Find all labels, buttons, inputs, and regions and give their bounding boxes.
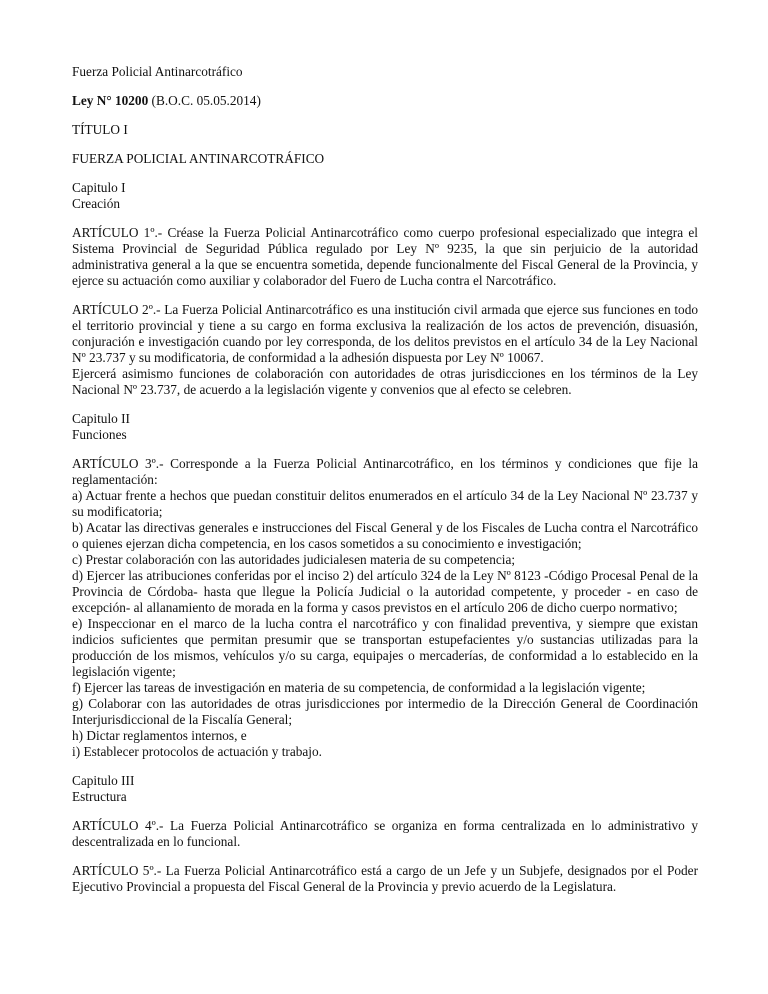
article-4: ARTÍCULO 4º.- La Fuerza Policial Antinarcotráfico se organiza en forma centralizada en lo administrativo y descentralizada en lo funcional.: [72, 818, 698, 849]
article-3-item-d: d) Ejercer las atribuciones conferidas por el inciso 2) del artículo 324 de la Ley Nº 8123 -Código Procesal Penal de la Provincia de Córdoba- hasta que llegue la Policía Judicial o la autoridad competente, y proceder - en caso de excepción- al allanamiento de morada en la forma y casos previstos en el artículo 206 de dicho cuerpo normativo;: [72, 568, 698, 615]
article-2-paragraph-1: ARTÍCULO 2º.- La Fuerza Policial Antinarcotráfico es una institución civil armada que ejerce sus funciones en todo el territorio provincial y tiene a su cargo en forma exclusiva la realización de los actos de prevención, disuasión, conjuración e investigación cuando por ley corresponda, de los delitos previstos en el artículo 34 de la Ley Nacional Nº 23.737 y su modificatoria, de conformidad a la adhesión dispuesta por Ley Nº 10067.: [72, 302, 698, 365]
article-1: ARTÍCULO 1º.- Créase la Fuerza Policial Antinarcotráfico como cuerpo profesional especializado que integra el Sistema Provincial de Seguridad Pública regulado por Ley Nº 9235, la que sin perjuicio de la autoridad administrativa general a la que se encuentra sometida, depende funcionalmente del Fiscal General de la Provincia, y ejerce su actuación como auxiliar y colaborador del Fuero de Lucha contra el Narcotráfico.: [72, 225, 698, 288]
chapter-2-label: Capitulo II: [72, 411, 130, 426]
article-3-item-a: a) Actuar frente a hechos que puedan constituir delitos enumerados en el artículo 34 de la Ley Nacional Nº 23.737 y su modificatoria;: [72, 488, 698, 519]
title-heading: TÍTULO I: [72, 122, 128, 137]
document-page: [72, 64, 698, 908]
chapter-1-heading: [72, 180, 698, 212]
article-3-item-i: i) Establecer protocolos de actuación y trabajo.: [72, 744, 322, 759]
chapter-3-name: Estructura: [72, 789, 127, 804]
article-3-intro: ARTÍCULO 3º.- Corresponde a la Fuerza Policial Antinarcotráfico, en los términos y condiciones que fije la reglamentación:: [72, 456, 698, 487]
law-reference: [72, 93, 698, 109]
article-3-item-b: b) Acatar las directivas generales e instrucciones del Fiscal General y de los Fiscales de Lucha contra el Narcotráfico o quienes ejerzan dicha competencia, en los casos sometidos a su conocimiento e investigación;: [72, 520, 698, 551]
chapter-2-name: Funciones: [72, 427, 127, 442]
chapter-2-heading: [72, 411, 698, 443]
law-number: Ley N° 10200: [72, 93, 149, 108]
article-3-item-f: f) Ejercer las tareas de investigación en materia de su competencia, de conformidad a la legislación vigente;: [72, 680, 646, 695]
title-name: FUERZA POLICIAL ANTINARCOTRÁFICO: [72, 151, 325, 166]
chapter-1-name: Creación: [72, 196, 120, 211]
chapter-3-heading: [72, 773, 698, 805]
chapter-1-label: Capitulo I: [72, 180, 126, 195]
document-header-title: Fuerza Policial Antinarcotráfico: [72, 64, 243, 79]
article-3: [72, 456, 698, 760]
article-3-item-c: c) Prestar colaboración con las autoridades judicialesen materia de su competencia;: [72, 552, 516, 567]
article-2-paragraph-2: Ejercerá asimismo funciones de colaboración con autoridades de otras jurisdicciones en los términos de la Ley Nacional Nº 23.737, de acuerdo a la legislación vigente y convenios que al efecto se celebren.: [72, 366, 698, 397]
article-5: ARTÍCULO 5º.- La Fuerza Policial Antinarcotráfico está a cargo de un Jefe y un Subjefe, designados por el Poder Ejecutivo Provincial a propuesta del Fiscal General de la Provincia y previo acuerdo de la Legislatura.: [72, 863, 698, 894]
article-2: [72, 302, 698, 398]
law-publication: (B.O.C. 05.05.2014): [148, 93, 261, 108]
article-3-item-e: e) Inspeccionar en el marco de la lucha contra el narcotráfico y con finalidad preventiva, y siempre que existan indicios suficientes que permitan presumir que se transportan estupefacientes y/o sustancias utilizadas para la producción de los mismos, vehículos y/o su carga, equipajes o mercaderías, de conformidad a lo establecido en la legislación vigente;: [72, 616, 698, 679]
chapter-3-label: Capitulo III: [72, 773, 135, 788]
article-3-item-g: g) Colaborar con las autoridades de otras jurisdicciones por intermedio de la Dirección General de Coordinación Interjurisdiccional de la Fiscalía General;: [72, 696, 698, 727]
article-3-item-h: h) Dictar reglamentos internos, e: [72, 728, 247, 743]
